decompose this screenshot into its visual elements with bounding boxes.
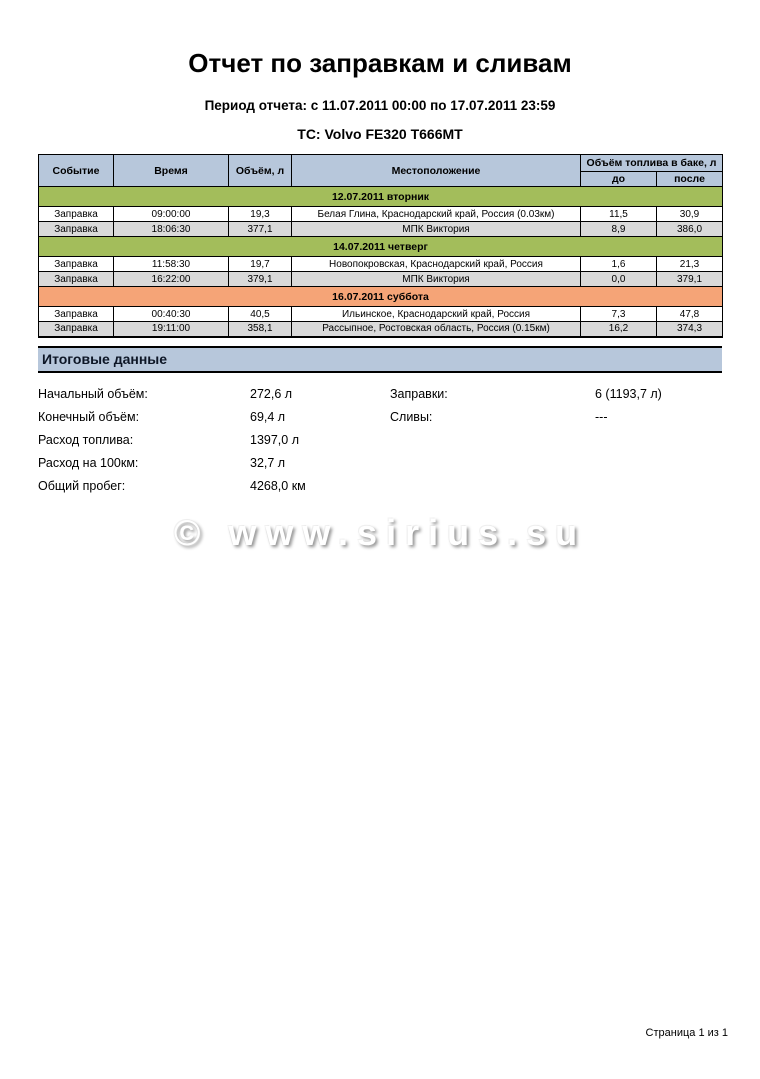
cell-after: 30,9 [657,207,723,222]
header-location: Местоположение [292,155,581,187]
page-number: Страница 1 из 1 [645,1027,728,1039]
header-tank-group: Объём топлива в баке, л [581,155,723,172]
summary-label: Общий пробег: [38,479,126,493]
table-row [39,322,723,337]
cell-volume: 19,7 [229,257,292,272]
cell-after: 374,3 [657,322,723,337]
summary-value: 272,6 л [250,387,293,401]
cell-time: 09:00:00 [114,207,229,222]
watermark: © www.sirius.su [173,512,587,553]
cell-time: 18:06:30 [114,222,229,237]
table-row [39,222,723,237]
summary-label: Расход на 100км: [38,456,139,470]
cell-event: Заправка [39,257,114,272]
events-table-body [39,187,723,337]
header-event: Событие [39,155,114,187]
summary-label: Сливы: [390,410,433,424]
day-band-row [39,237,723,257]
cell-event: Заправка [39,207,114,222]
cell-location: Ильинское, Краснодарский край, Россия [292,307,581,322]
vehicle-name: ТС: Volvo FE320 Т666МТ [297,126,463,142]
table-row [39,272,723,287]
cell-before: 11,5 [581,207,657,222]
cell-location: Новопокровская, Краснодарский край, Россия [292,257,581,272]
header-before: до [581,172,657,187]
summary-value: --- [595,410,608,424]
summary-value: 6 (1193,7 л) [595,387,662,401]
cell-event: Заправка [39,307,114,322]
summary-label: Конечный объём: [38,410,140,424]
cell-before: 8,9 [581,222,657,237]
cell-volume: 377,1 [229,222,292,237]
cell-after: 379,1 [657,272,723,287]
day-band-label: 16.07.2011 суббота [39,287,723,307]
cell-event: Заправка [39,272,114,287]
cell-location: МПК Виктория [292,222,581,237]
page-title: Отчет по заправкам и сливам [188,48,572,78]
day-band-row [39,187,723,207]
cell-location: Белая Глина, Краснодарский край, Россия (0.03км) [292,207,581,222]
report-period: Период отчета: с 11.07.2011 00:00 по 17.07.2011 23:59 [204,98,556,113]
table-row [39,257,723,272]
cell-after: 386,0 [657,222,723,237]
cell-event: Заправка [39,322,114,337]
summary-value: 1397,0 л [250,433,299,447]
summary-label: Расход топлива: [38,433,134,447]
table-row [39,207,723,222]
cell-time: 19:11:00 [114,322,229,337]
day-band-label: 12.07.2011 вторник [39,187,723,207]
cell-event: Заправка [39,222,114,237]
day-band-label: 14.07.2011 четверг [39,237,723,257]
cell-before: 1,6 [581,257,657,272]
summary-value: 32,7 л [250,456,286,470]
cell-before: 16,2 [581,322,657,337]
summary-row [38,383,722,406]
cell-after: 21,3 [657,257,723,272]
day-band-row [39,287,723,307]
header-volume: Объём, л [229,155,292,187]
summary-label: Заправки: [390,387,448,401]
summary-row [38,429,722,452]
cell-after: 47,8 [657,307,723,322]
cell-time: 11:58:30 [114,257,229,272]
cell-before: 0,0 [581,272,657,287]
summary-grid [38,383,722,498]
summary-row [38,406,722,429]
cell-time: 00:40:30 [114,307,229,322]
cell-volume: 40,5 [229,307,292,322]
summary-row [38,475,722,498]
summary-label: Начальный объём: [38,387,148,401]
header-time: Время [114,155,229,187]
header-after: после [657,172,723,187]
cell-location: МПК Виктория [292,272,581,287]
cell-volume: 379,1 [229,272,292,287]
summary-section-title: Итоговые данные [38,346,722,373]
summary-row [38,452,722,475]
cell-before: 7,3 [581,307,657,322]
cell-time: 16:22:00 [114,272,229,287]
cell-volume: 19,3 [229,207,292,222]
table-row [39,307,723,322]
summary-value: 69,4 л [250,410,286,424]
cell-volume: 358,1 [229,322,292,337]
summary-value: 4268,0 км [250,479,306,493]
events-table-header [39,155,723,187]
events-table [38,154,723,338]
cell-location: Рассыпное, Ростовская область, Россия (0.15км) [292,322,581,337]
